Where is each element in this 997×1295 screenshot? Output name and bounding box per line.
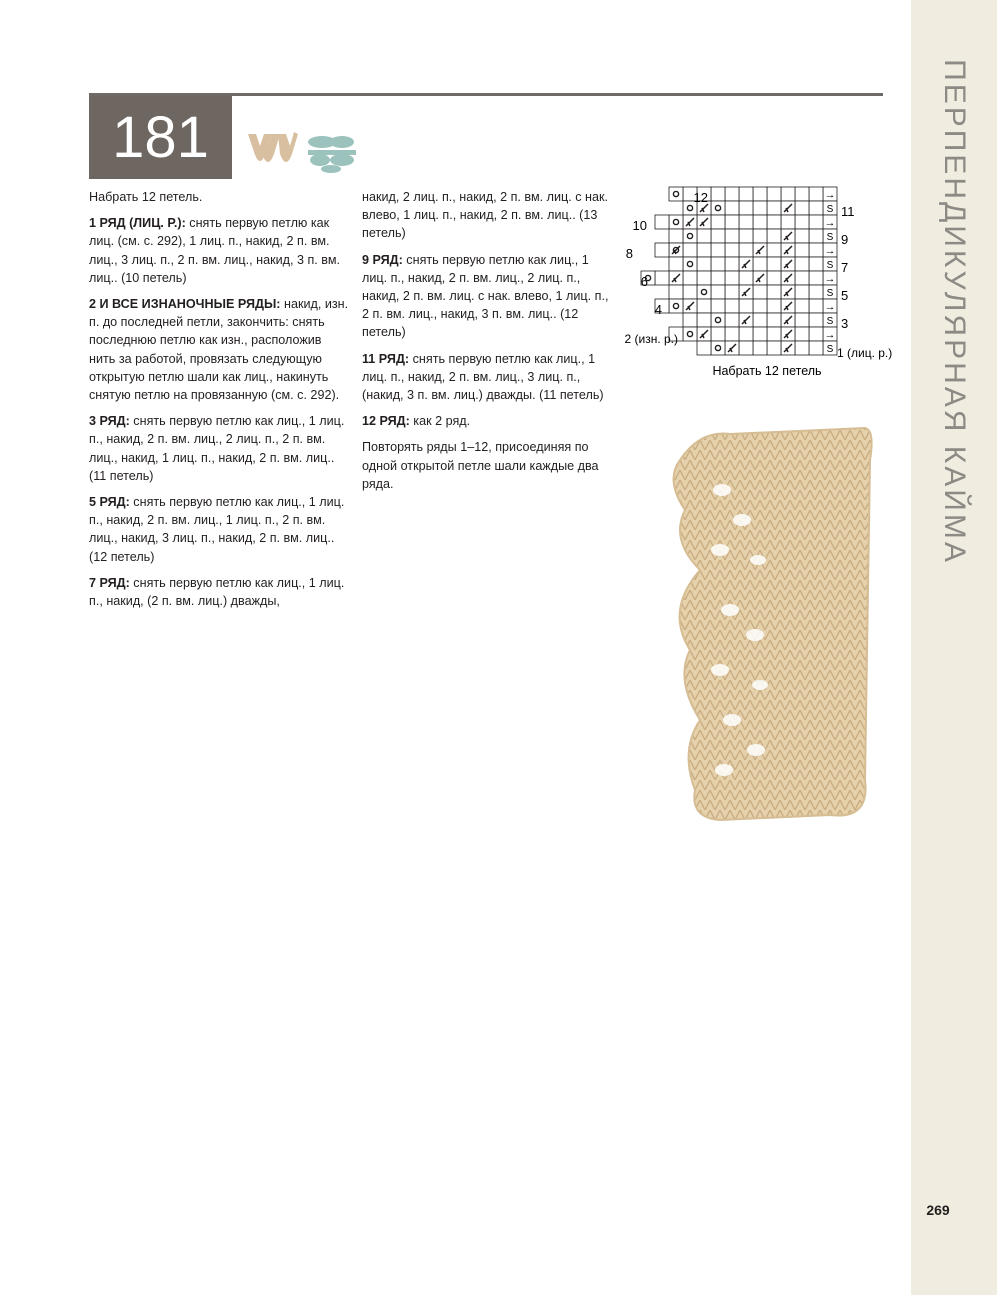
chart-cell bbox=[809, 201, 823, 215]
chart-cell bbox=[739, 327, 753, 341]
repeat-text: Повторять ряды 1–12, присоединяя по одной открытой петле шали каждые два ряда. bbox=[362, 440, 599, 491]
chart-cell bbox=[795, 299, 809, 313]
chart-cell bbox=[711, 299, 725, 313]
chart-cell bbox=[711, 187, 725, 201]
chart-cell bbox=[809, 299, 823, 313]
difficulty-icons bbox=[244, 132, 359, 179]
instructions-column-1 bbox=[89, 188, 351, 618]
chart-cell bbox=[739, 229, 753, 243]
knitted-lace-swatch bbox=[660, 420, 885, 830]
chart-cell bbox=[795, 229, 809, 243]
chart-cell bbox=[683, 313, 697, 327]
chart-cell bbox=[725, 285, 739, 299]
chart-cell bbox=[683, 327, 697, 341]
row-label-left: 2 (изн. р.) bbox=[624, 332, 678, 346]
chart-cell bbox=[795, 243, 809, 257]
chart-cell bbox=[809, 285, 823, 299]
chart-cell bbox=[697, 257, 711, 271]
chart-cell bbox=[711, 201, 725, 215]
row-9: 9 РЯД: снять первую петлю как лиц., 1 лиц. п., накид, 2 п. вм. лиц., 2 лиц. п., накид, 2 п. вм. лиц. с нак. влево, 1 лиц. п., 2 п. вм. лиц., накид, 3 п. вм. лиц.. (12 петель) bbox=[362, 252, 609, 340]
row-label-right: 11 bbox=[841, 204, 855, 219]
arrow-symbol: → bbox=[824, 217, 836, 229]
chart-cell bbox=[767, 215, 781, 229]
row-11: 11 РЯД: снять первую петлю как лиц., 1 лиц. п., накид, 2 п. вм. лиц., 3 лиц. п., (накид, 3 п. вм. лиц.) дважды. (11 петель) bbox=[362, 351, 604, 403]
chart-cell bbox=[739, 215, 753, 229]
chart-cell bbox=[669, 299, 683, 313]
chart-svg bbox=[612, 180, 912, 380]
chart-cell bbox=[711, 327, 725, 341]
chart-cell bbox=[767, 341, 781, 355]
page-number: 269 bbox=[926, 1202, 950, 1218]
chart-cell bbox=[767, 313, 781, 327]
chart-cell bbox=[711, 313, 725, 327]
chart-cell bbox=[767, 271, 781, 285]
chart-cell bbox=[697, 243, 711, 257]
chart-cell bbox=[809, 327, 823, 341]
chart-cell bbox=[809, 243, 823, 257]
chart-cell bbox=[767, 243, 781, 257]
chart-cell bbox=[739, 201, 753, 215]
arrow-symbol: → bbox=[824, 301, 836, 313]
chart-cell bbox=[767, 285, 781, 299]
chart-cell bbox=[725, 215, 739, 229]
row-label-right: 9 bbox=[841, 232, 849, 247]
chart-cell bbox=[683, 257, 697, 271]
chart-cell bbox=[739, 299, 753, 313]
chart-cell bbox=[669, 215, 683, 229]
knitted-swatch-image bbox=[660, 420, 885, 835]
chart-cell bbox=[753, 229, 767, 243]
chart-cell bbox=[767, 229, 781, 243]
chart-cell bbox=[697, 313, 711, 327]
chart-cell bbox=[655, 243, 669, 257]
chart-cell bbox=[739, 271, 753, 285]
arrow-symbol: → bbox=[824, 189, 836, 201]
slip-symbol: S bbox=[826, 232, 834, 243]
row-label-left: 8 bbox=[625, 246, 633, 261]
chart-cell bbox=[683, 285, 697, 299]
row-7: 7 РЯД: снять первую петлю как лиц., 1 лиц. п., накид, (2 п. вм. лиц.) дважды, bbox=[89, 575, 345, 609]
chart-cell bbox=[781, 187, 795, 201]
chart-cell bbox=[809, 257, 823, 271]
chart-cell bbox=[809, 313, 823, 327]
chart-cell bbox=[809, 187, 823, 201]
row-label-left: 4 bbox=[654, 302, 662, 317]
chart-cell bbox=[697, 229, 711, 243]
chart-cell bbox=[767, 327, 781, 341]
knitting-chart bbox=[612, 180, 912, 385]
slip-symbol: S bbox=[826, 260, 834, 271]
chart-cell bbox=[725, 229, 739, 243]
row-7-continued: накид, 2 лиц. п., накид, 2 п. вм. лиц. с нак. влево, 1 лиц. п., накид, 2 п. вм. лиц.. (13 петель) bbox=[362, 190, 608, 241]
row-2: 2 И ВСЕ ИЗНАНОЧНЫЕ РЯДЫ: накид, изн. п. до последней петли, закончить: снять последнюю петлю как изн., расположив нить за работой, провязать следующую открытую петлю шали как лиц., накинуть снятую петлю на провязанную (см. с. 292). bbox=[89, 297, 349, 403]
slip-symbol: S bbox=[826, 344, 834, 355]
chart-cell bbox=[655, 271, 669, 285]
cast-on-text: Набрать 12 петель. bbox=[89, 190, 203, 204]
chart-cell bbox=[739, 243, 753, 257]
chart-cell bbox=[711, 341, 725, 355]
knit-stitch-icon bbox=[248, 132, 298, 162]
chart-cell bbox=[683, 229, 697, 243]
chart-cell bbox=[809, 341, 823, 355]
chart-cell bbox=[781, 215, 795, 229]
chart-cell bbox=[711, 271, 725, 285]
chart-cell bbox=[809, 229, 823, 243]
slip-symbol: S bbox=[826, 204, 834, 215]
chart-cell bbox=[795, 187, 809, 201]
chart-cell bbox=[725, 257, 739, 271]
chart-cell bbox=[669, 229, 683, 243]
chart-cell bbox=[795, 327, 809, 341]
chart-cell bbox=[655, 215, 669, 229]
chart-cell bbox=[683, 271, 697, 285]
chart-cell bbox=[669, 285, 683, 299]
chart-cell bbox=[725, 271, 739, 285]
chapter-title: ПЕРПЕНДИКУЛЯРНАЯ КАЙМА bbox=[938, 59, 971, 565]
row-label-right: 7 bbox=[841, 260, 849, 275]
row-label-right: 1 (лиц. р.) bbox=[837, 346, 893, 360]
chart-cell bbox=[725, 327, 739, 341]
chart-cell bbox=[669, 257, 683, 271]
arrow-symbol: → bbox=[824, 245, 836, 257]
chart-cell bbox=[795, 271, 809, 285]
purl-stitch-icon bbox=[308, 136, 356, 173]
chart-cell bbox=[795, 313, 809, 327]
chart-cell bbox=[697, 341, 711, 355]
arrow-symbol: → bbox=[824, 273, 836, 285]
row-label-left: 10 bbox=[632, 218, 647, 233]
chart-cell bbox=[767, 299, 781, 313]
chart-cell bbox=[753, 327, 767, 341]
chart-cell bbox=[725, 187, 739, 201]
chart-cell bbox=[739, 187, 753, 201]
slip-symbol: S bbox=[826, 316, 834, 327]
chart-cell bbox=[697, 299, 711, 313]
chart-cell bbox=[725, 313, 739, 327]
chart-cell bbox=[753, 299, 767, 313]
chart-cell bbox=[711, 229, 725, 243]
chart-cell bbox=[725, 299, 739, 313]
slip-symbol: S bbox=[826, 288, 834, 299]
row-label-left: 6 bbox=[640, 274, 648, 289]
chart-cell bbox=[697, 271, 711, 285]
chart-cell bbox=[739, 341, 753, 355]
chart-cell bbox=[697, 285, 711, 299]
chart-cell bbox=[795, 341, 809, 355]
pattern-number: 181 bbox=[89, 96, 232, 179]
chart-cell bbox=[711, 257, 725, 271]
chart-cell bbox=[809, 215, 823, 229]
chart-cell bbox=[753, 313, 767, 327]
knit-purl-icons bbox=[244, 132, 359, 174]
row-3: 3 РЯД: снять первую петлю как лиц., 1 лиц. п., накид, 2 п. вм. лиц., 2 лиц. п., 2 п. вм. лиц., накид, 1 лиц. п., накид, 2 п. вм. лиц.. (11 петель) bbox=[89, 414, 345, 483]
chart-cell bbox=[795, 257, 809, 271]
chart-caption: Набрать 12 петель bbox=[712, 364, 822, 378]
row-label-right: 5 bbox=[841, 288, 849, 303]
chart-cell bbox=[767, 201, 781, 215]
instructions-column-2 bbox=[362, 188, 612, 501]
chart-cell bbox=[725, 201, 739, 215]
chart-cell bbox=[767, 187, 781, 201]
chart-cell bbox=[753, 215, 767, 229]
chart-cell bbox=[753, 201, 767, 215]
chart-cell bbox=[725, 243, 739, 257]
chart-cell bbox=[753, 187, 767, 201]
chart-cell bbox=[753, 257, 767, 271]
chart-cell bbox=[753, 341, 767, 355]
chart-cell bbox=[669, 187, 683, 201]
row-12: 12 РЯД: как 2 ряд. bbox=[362, 414, 471, 429]
chart-cell bbox=[795, 201, 809, 215]
chart-cell bbox=[767, 257, 781, 271]
arrow-symbol: → bbox=[824, 329, 836, 341]
row-label-left: 12 bbox=[693, 190, 708, 205]
chart-cell bbox=[683, 243, 697, 257]
chart-cell bbox=[711, 243, 725, 257]
chart-cell bbox=[711, 215, 725, 229]
chart-cell bbox=[795, 215, 809, 229]
row-1: 1 РЯД (ЛИЦ. Р.): снять первую петлю как лиц. (см. с. 292), 1 лиц. п., накид, 2 п. вм. лиц., 3 лиц. п., 2 п. вм. лиц., накид, 3 п. вм. лиц.. (10 петель) bbox=[89, 216, 341, 285]
chart-cell bbox=[795, 285, 809, 299]
chart-cell bbox=[809, 271, 823, 285]
row-label-right: 3 bbox=[841, 316, 849, 331]
chart-cell bbox=[753, 285, 767, 299]
chart-cell bbox=[711, 285, 725, 299]
row-5: 5 РЯД: снять первую петлю как лиц., 1 лиц. п., накид, 2 п. вм. лиц., 1 лиц. п., 2 п. вм. лиц., накид, 3 лиц. п., накид, 2 п. вм. лиц.. (12 петель) bbox=[89, 495, 345, 564]
